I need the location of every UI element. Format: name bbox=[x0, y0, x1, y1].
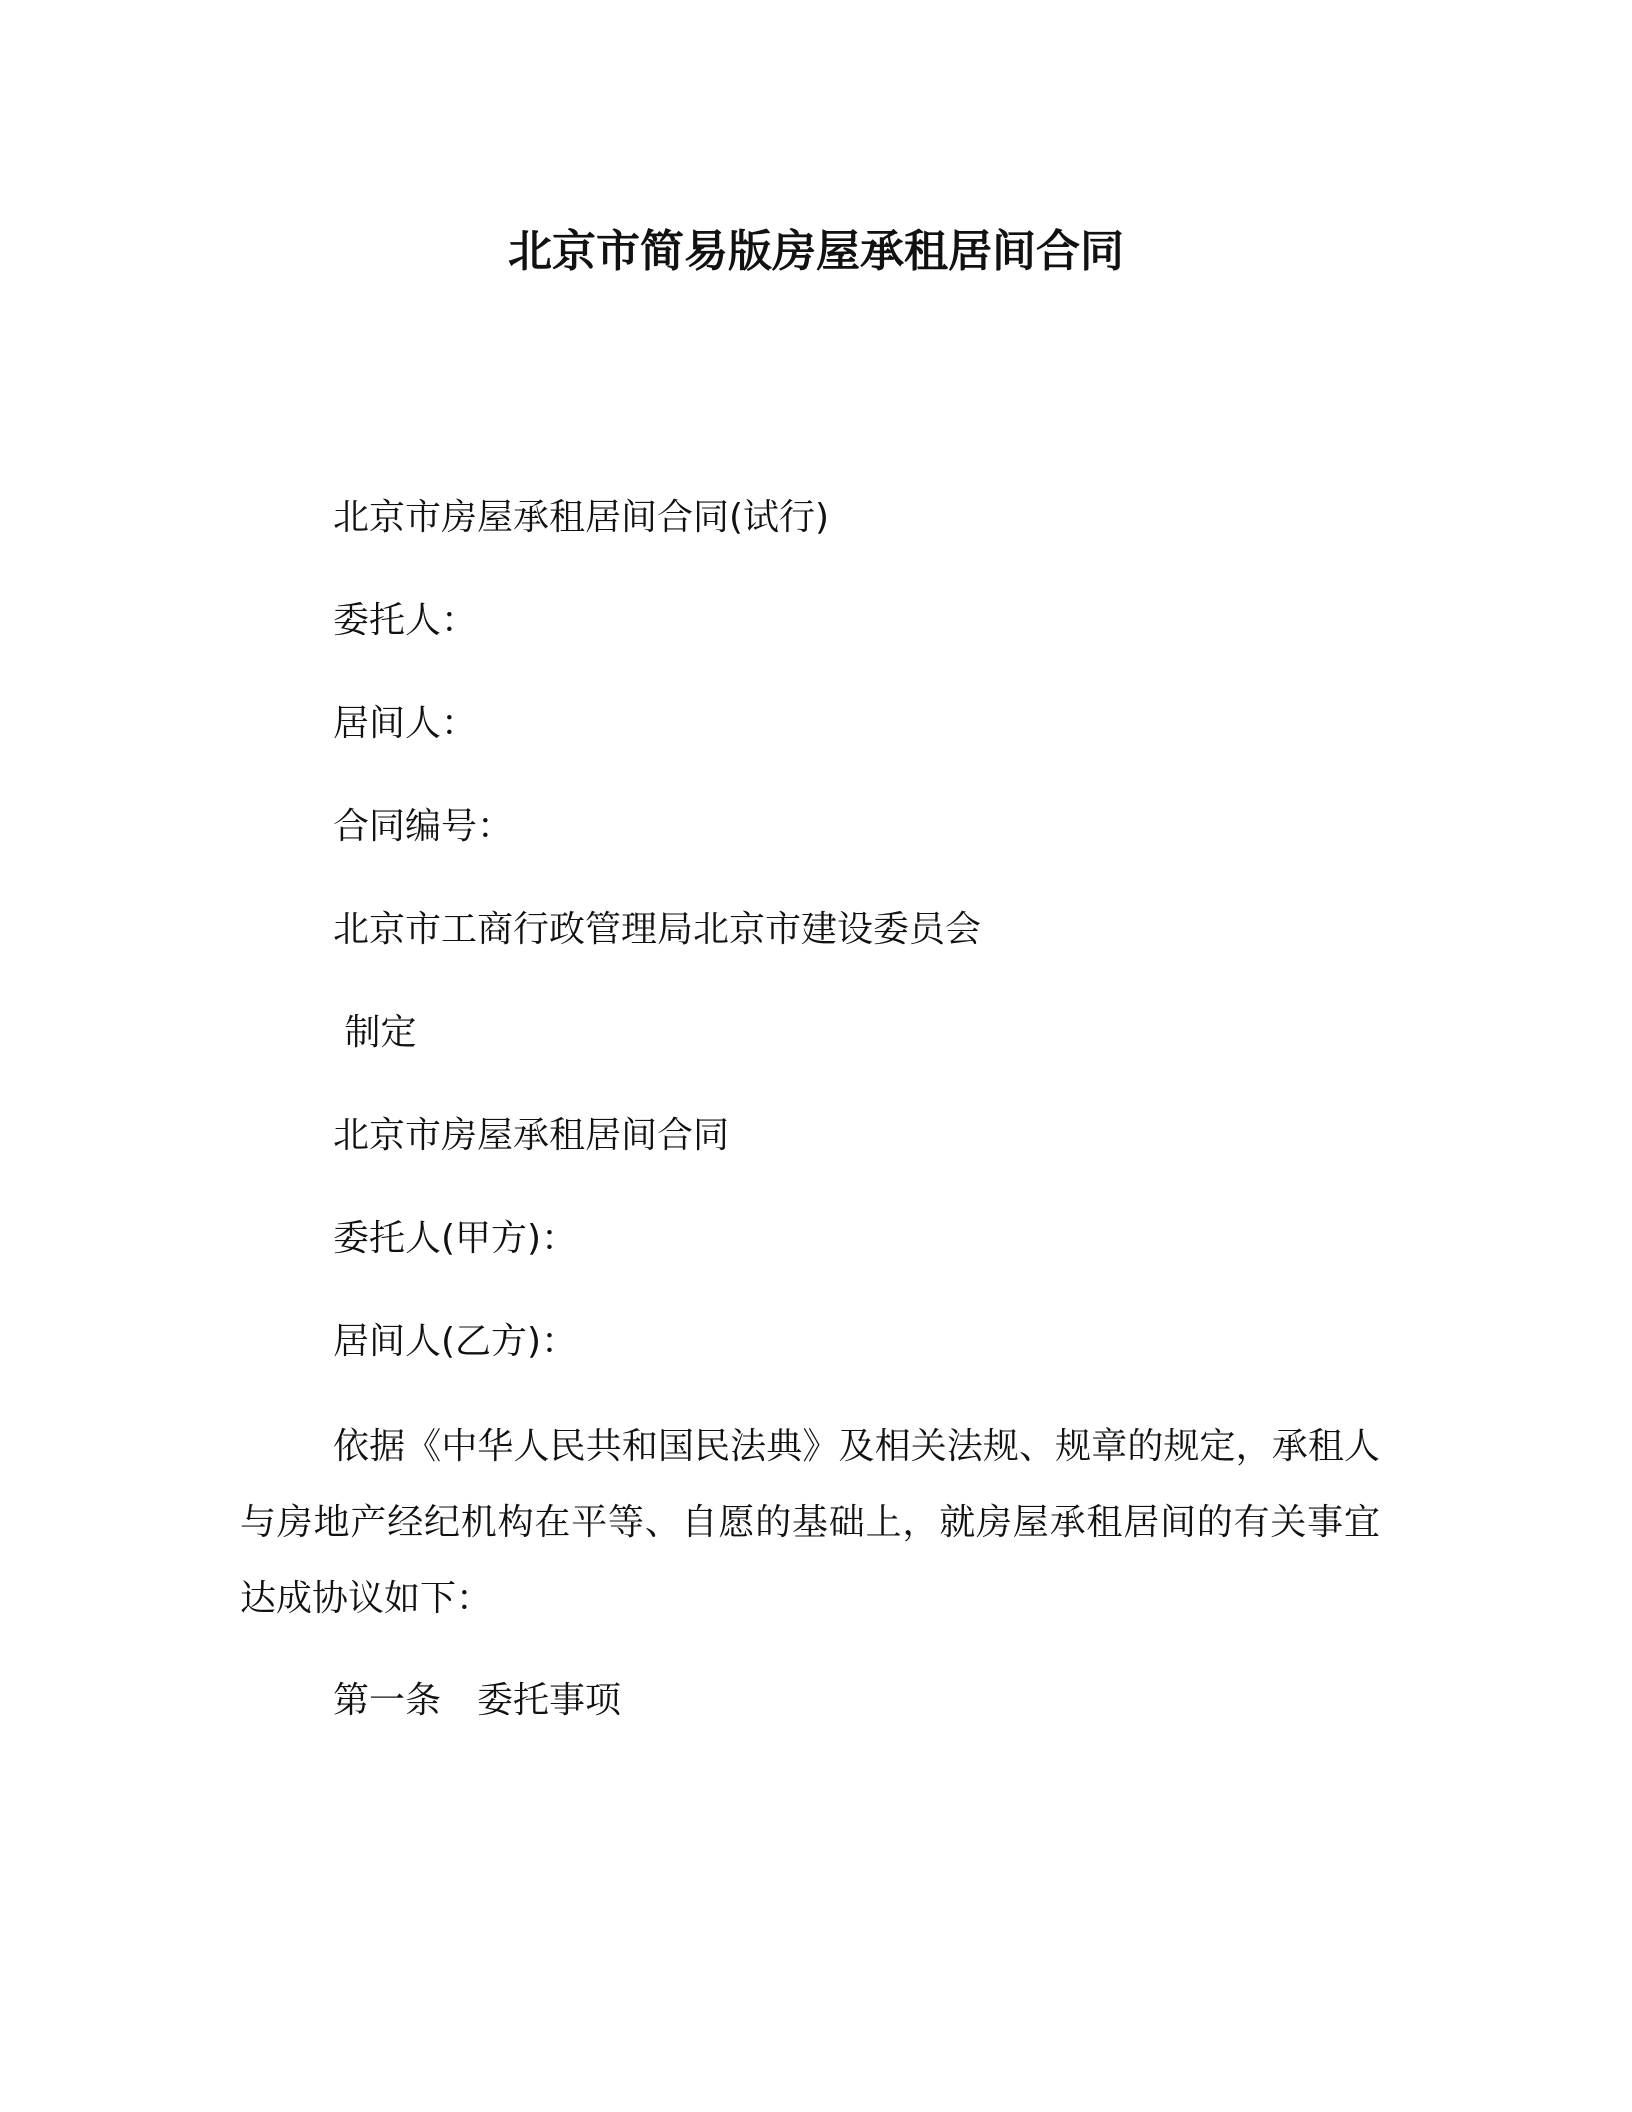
document-title: 北京市简易版房屋承租居间合同 bbox=[508, 226, 1124, 277]
article-one-heading: 第一条 委托事项 bbox=[333, 1680, 622, 1721]
contract-name-line: 北京市房屋承租居间合同 bbox=[333, 1115, 730, 1156]
issuing-authority-line: 北京市工商行政管理局北京市建设委员会 bbox=[333, 909, 982, 950]
preamble-paragraph: 依据《中华人民共和国民法典》及相关法规、规章的规定，承租人与房地产经纪机构在平等、自愿的基础上，就房屋承租居间的有关事宜达成协议如下： bbox=[240, 1426, 1380, 1619]
subtitle-line: 北京市房屋承租居间合同(试行) bbox=[333, 497, 830, 538]
party-a-line: 委托人(甲方)： bbox=[333, 1218, 578, 1259]
party-b-line: 居间人(乙方)： bbox=[333, 1321, 578, 1362]
formulated-line: 制定 bbox=[333, 1012, 417, 1053]
intermediary-line: 居间人： bbox=[333, 703, 478, 744]
client-line: 委托人： bbox=[333, 600, 478, 641]
contract-number-line: 合同编号： bbox=[333, 806, 514, 847]
